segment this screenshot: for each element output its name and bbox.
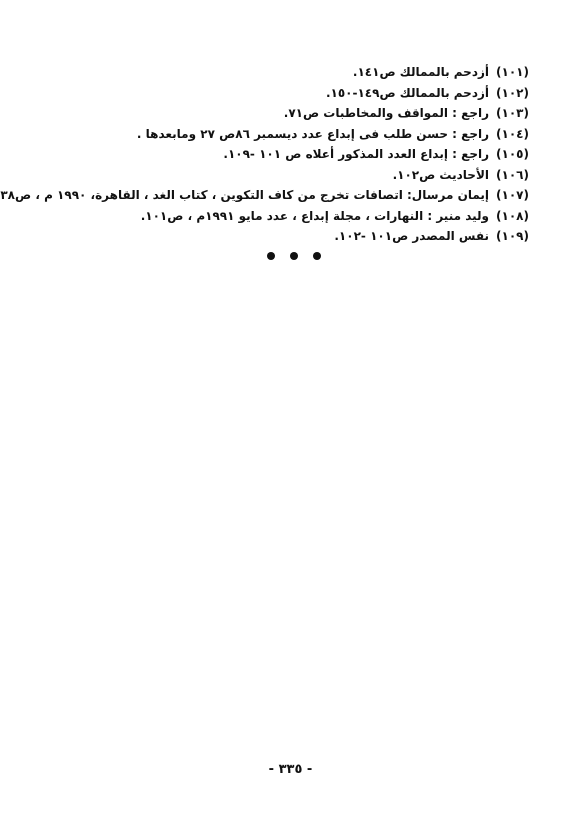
footnote-number: (١٠١)	[496, 65, 529, 79]
footnote-text: نفس المصدر ص١٠١ -١٠٢.	[334, 229, 489, 243]
footnotes-list	[0, 62, 529, 247]
footnote-text: وليد منير : النهارات ، مجلة إبداع ، عدد مايو ١٩٩١م ، ص١٠١.	[140, 208, 489, 223]
separator-dot-icon	[290, 252, 298, 260]
footnote-number: (١٠٢)	[496, 85, 529, 100]
footnote-text: الأحاديث ص١٠٢.	[392, 167, 489, 182]
footnote-number: (١٠٥)	[496, 147, 529, 161]
footnote	[49, 206, 529, 227]
footnote	[49, 165, 529, 186]
footnote	[49, 62, 529, 83]
footnote	[49, 124, 529, 145]
footnote-number: (١٠٩)	[496, 229, 529, 243]
footnote-text: أزدحم بالممالك ص١٤٩-١٥٠.	[325, 85, 489, 100]
footnote-text: راجع : حسن طلب فى إبداع عدد ديسمبر ٨٦ص ٢٧ ومابعدها .	[136, 126, 489, 141]
footnote-number: (١٠٤)	[496, 126, 529, 141]
separator-dot-icon	[313, 252, 321, 260]
footnote	[49, 226, 529, 247]
footnote-number: (١٠٨)	[496, 208, 529, 223]
footnote-text: راجع : إبداع العدد المذكور أعلاه ص ١٠١ -١٠٩.	[223, 147, 489, 161]
footnote-text: إيمان مرسال: اتصافات تخرج من كاف التكوين ، كتاب الغد ، القاهرة، ١٩٩٠ م ، ص٣٨	[0, 188, 489, 202]
separator-dot-icon	[267, 252, 275, 260]
section-separator	[0, 252, 581, 264]
footnote-text: راجع : المواقف والمخاطبات ص٧١.	[283, 106, 489, 120]
footnote-number: (١٠٣)	[496, 106, 529, 120]
footnote	[49, 83, 529, 104]
footnote	[49, 144, 529, 165]
footnote	[0, 185, 529, 206]
page-number: - ٣٣٥ -	[268, 762, 313, 777]
footnote	[49, 103, 529, 124]
footnote-number: (١٠٦)	[496, 167, 529, 182]
footnote-text: أزدحم بالممالك ص١٤١.	[352, 65, 489, 79]
footnote-number: (١٠٧)	[496, 188, 529, 202]
